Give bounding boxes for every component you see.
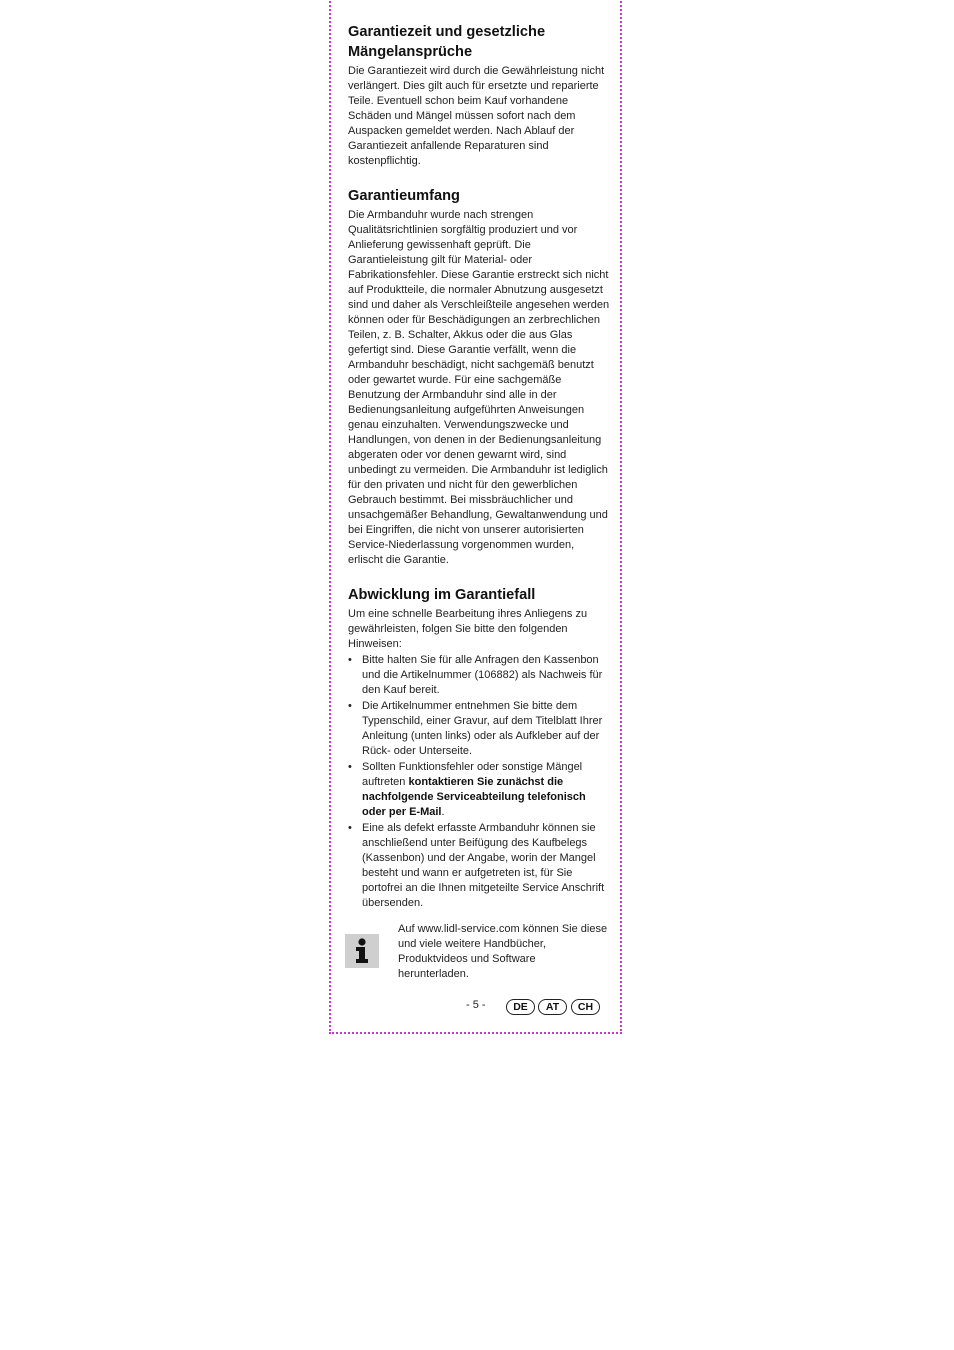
info-text: Auf www.lidl-service.com können Sie diese und viele weitere Handbücher, Produktvideos und Software herunterladen. bbox=[398, 923, 608, 980]
section-warranty-scope bbox=[348, 186, 610, 568]
section-intro: Um eine schnelle Bearbeitung ihres Anliegens zu gewährleisten, folgen Sie bitte den folgenden Hinweisen: bbox=[348, 608, 588, 650]
country-badge-ch: CH bbox=[571, 999, 600, 1015]
list-item bbox=[348, 653, 610, 698]
page-number: - 5 - bbox=[466, 999, 486, 1011]
heading-line-2: Mängelansprüche bbox=[348, 44, 473, 60]
list-item-text-end: . bbox=[441, 806, 445, 818]
bullet-icon: • bbox=[348, 654, 352, 666]
section-heading: Abwicklung im Garantiefall bbox=[348, 587, 536, 603]
list-item-text: Sollten Funktionsfehler oder sonstige Mängel auftreten bbox=[362, 761, 583, 788]
list-item bbox=[348, 821, 610, 911]
list-item bbox=[348, 760, 610, 820]
bullet-icon: • bbox=[348, 822, 352, 834]
list-item-text: Die Artikelnummer entnehmen Sie bitte dem Typenschild, einer Gravur, auf dem Titelblatt Ihrer Anleitung (unten links) oder als Aufkleber auf der Rück- oder Unterseite. bbox=[362, 700, 603, 757]
section-warranty-period bbox=[348, 22, 610, 169]
section-body: Die Armbanduhr wurde nach strengen Qualitätsrichtlinien sorgfältig produziert und vor Anlieferung gewissenhaft geprüft. Die Garantieleistung gilt für Material- oder Fabrikationsfehler. Diese Garantie erstreckt sich nicht auf Produktteile, die normaler Abnutzung ausgesetzt sind und daher als Verschleißteile angesehen werden können oder für Beschädigungen an zerbrechlichen Teilen, z. B. Schalter, Akkus oder die aus Glas gefertigt sind. Diese Garantie verfällt, wenn die Armbanduhr beschädigt, nicht sachgemäß benutzt oder gewartet wurde. Für eine sachgemäße Benutzung der Armbanduhr sind alle in der Bedienungsanleitung aufgeführten Anweisungen genau einzuhalten. Verwendungszwecke und Handlungen, von denen in der Bedienungsanleitung abgeraten oder vor denen gewarnt wird, sind unbedingt zu vermeiden. Die Armbanduhr ist lediglich für den privaten und nicht für den gewerblichen Gebrauch bestimmt. Bei missbräuchlicher und unsachgemäßer Behandlung, Gewaltanwendung und bei Eingriffen, die nicht von unserer autorisierten Service-Niederlassung vorgenommen wurden, erlischt die Garantie. bbox=[348, 209, 610, 566]
page-footer bbox=[466, 997, 606, 1017]
section-body: Die Garantiezeit wird durch die Gewährleistung nicht verlängert. Dies gilt auch für ersetzte und reparierte Teile. Eventuell schon beim Kauf vorhandene Schäden und Mängel müssen sofort nach dem Auspacken gemeldet werden. Nach Ablauf der Garantiezeit anfallende Reparaturen sind kostenpflichtig. bbox=[348, 65, 605, 167]
section-warranty-claim bbox=[348, 585, 610, 911]
info-icon bbox=[345, 934, 379, 968]
country-badge-de: DE bbox=[506, 999, 535, 1015]
list-item bbox=[348, 699, 610, 759]
page-content bbox=[348, 22, 610, 929]
list-item-bold-text: kontaktieren Sie zunächst die nachfolgende Serviceabteilung telefonisch oder per E-Mail bbox=[362, 776, 586, 818]
heading-line-1: Garantiezeit und gesetzliche bbox=[348, 24, 546, 40]
list-item-text: Eine als defekt erfasste Armbanduhr können sie anschließend unter Beifügung des Kaufbelegs (Kassenbon) und der Angabe, worin der Mangel besteht und wann er aufgetreten ist, für Sie portofrei an die Ihnen mitgeteilte Service Anschrift übersenden. bbox=[362, 822, 605, 909]
list-item-text: Bitte halten Sie für alle Anfragen den Kassenbon und die Artikelnummer (106882) als Nachweis für den Kauf bereit. bbox=[362, 654, 603, 696]
section-heading: Garantieumfang bbox=[348, 188, 460, 204]
bullet-list bbox=[348, 653, 610, 911]
bullet-icon: • bbox=[348, 761, 352, 773]
info-note bbox=[345, 922, 615, 984]
section-heading bbox=[348, 22, 610, 62]
country-badge-at: AT bbox=[538, 999, 567, 1015]
bullet-icon: • bbox=[348, 700, 352, 712]
